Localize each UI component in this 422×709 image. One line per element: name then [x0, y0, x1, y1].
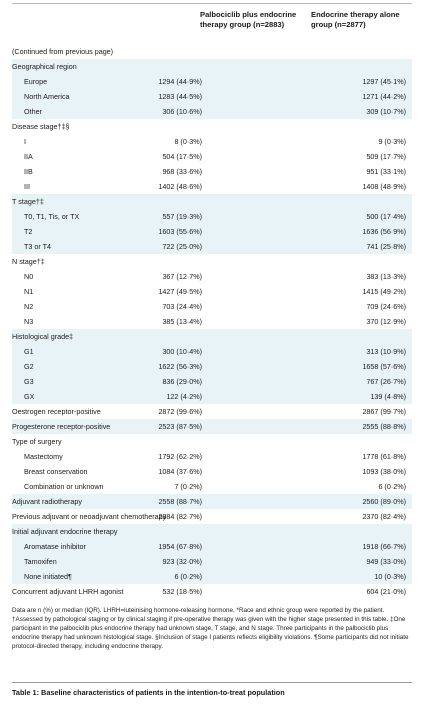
palbociclib-value: 2558 (88·7%): [158, 497, 202, 506]
endocrine-alone-value: 370 (12·9%): [366, 317, 406, 326]
row-label: Other: [24, 107, 42, 116]
table-row: [12, 134, 412, 149]
palbociclib-value: 1427 (49·5%): [158, 287, 202, 296]
table-row: [12, 254, 412, 269]
palbociclib-value: 532 (18·5%): [162, 587, 202, 596]
table-row: [12, 524, 412, 539]
row-label: IIB: [24, 167, 33, 176]
row-label: N stage†‡: [12, 257, 45, 266]
table-row: [12, 119, 412, 134]
table-row: [12, 464, 412, 479]
row-label: N2: [24, 302, 34, 311]
table-row: [12, 164, 412, 179]
row-label: T stage†‡: [12, 197, 44, 206]
table-row: [12, 224, 412, 239]
table-row: [12, 359, 412, 374]
endocrine-alone-value: 309 (10·7%): [366, 107, 406, 116]
palbociclib-value: 300 (10·4%): [162, 347, 202, 356]
table-row: [12, 539, 412, 554]
table-row: [12, 344, 412, 359]
table-caption: Table 1: Baseline characteristics of patients in the intention-to-treat population: [12, 688, 285, 697]
table-row: [12, 314, 412, 329]
table-row: [12, 149, 412, 164]
endocrine-alone-value: 1658 (57·6%): [362, 362, 406, 371]
palbociclib-value: 557 (19·3%): [162, 212, 202, 221]
row-label: Geographical region: [12, 62, 77, 71]
endocrine-alone-value: 9 (0·3%): [378, 137, 406, 146]
row-label: Disease stage†‡§: [12, 122, 70, 131]
row-label: I: [24, 137, 26, 146]
endocrine-alone-value: 2867 (99·7%): [362, 407, 406, 416]
endocrine-alone-value: 1093 (38·0%): [362, 467, 406, 476]
table-row: [12, 404, 412, 419]
palbociclib-value: 722 (25·0%): [162, 242, 202, 251]
row-label: GX: [24, 392, 35, 401]
row-label: T2: [24, 227, 33, 236]
row-label: N3: [24, 317, 34, 326]
table-row: [12, 239, 412, 254]
row-label: T0, T1, Tis, or TX: [24, 212, 80, 221]
endocrine-alone-value: 1408 (48·9%): [362, 182, 406, 191]
table-row: [12, 59, 412, 74]
palbociclib-value: 504 (17·5%): [162, 152, 202, 161]
table-row: [12, 479, 412, 494]
table-row: [12, 284, 412, 299]
table-row: [12, 194, 412, 209]
endocrine-alone-value: 604 (21·0%): [366, 587, 406, 596]
palbociclib-value: 968 (33·6%): [162, 167, 202, 176]
row-label: Progesterone receptor-positive: [12, 422, 111, 431]
palbociclib-value: 2523 (87·5%): [158, 422, 202, 431]
table-row: [12, 44, 412, 59]
row-label: (Continued from previous page): [12, 47, 114, 56]
row-label: N1: [24, 287, 34, 296]
row-label: Oestrogen receptor-positive: [12, 407, 101, 416]
table-footnotes: Data are n (%) or median (IQR). LHRH=luteinising hormone-releasing hormone. *Race and ethnic group were reported by the patient. †Assessed by pathological staging or by clinical staging if pre-operative therapy was given with the higher stage presented in this table. ‡One participant in the palbociclib plus endocrine therapy had unknown stage, T stage, and N stage. Three participants in the palbociclib plus endocrine therapy had unknown histological stage. §Inclusion of stage I patients reflects eligibility violations. ¶Some participants did not initiate protocol-directed therapy, including endocrine therapy.: [12, 607, 409, 650]
table-row: [12, 269, 412, 284]
row-label: North America: [24, 92, 70, 101]
header-endocrine-alone-group: Endocrine therapy alone group (n=2877): [311, 10, 400, 29]
palbociclib-value: 6 (0·2%): [174, 572, 202, 581]
row-label: G2: [24, 362, 34, 371]
caption-rule: [12, 682, 412, 683]
row-label: Previous adjuvant or neoadjuvant chemotherapy: [12, 512, 167, 521]
table-header: [0, 0, 422, 44]
row-label: Concurrent adjuvant LHRH agonist: [12, 587, 124, 596]
palbociclib-value: 7 (0·2%): [174, 482, 202, 491]
endocrine-alone-value: 2560 (89·0%): [362, 497, 406, 506]
row-label: N0: [24, 272, 34, 281]
endocrine-alone-value: 6 (0·2%): [378, 482, 406, 491]
row-label: Mastectomy: [24, 452, 63, 461]
row-label: G3: [24, 377, 34, 386]
row-label: IIA: [24, 152, 33, 161]
palbociclib-value: 2384 (82·7%): [158, 512, 202, 521]
endocrine-alone-value: 949 (33·0%): [366, 557, 406, 566]
row-label: Adjuvant radiotherapy: [12, 497, 82, 506]
palbociclib-value: 1294 (44·9%): [158, 77, 202, 86]
table-row: [12, 554, 412, 569]
palbociclib-value: 1283 (44·5%): [158, 92, 202, 101]
table-row: [12, 449, 412, 464]
row-label: Histological grade‡: [12, 332, 74, 341]
row-label: Initial adjuvant endocrine therapy: [12, 527, 118, 536]
palbociclib-value: 1084 (37·6%): [158, 467, 202, 476]
endocrine-alone-value: 709 (24·6%): [366, 302, 406, 311]
palbociclib-value: 306 (10·6%): [162, 107, 202, 116]
row-label: Type of surgery: [12, 437, 62, 446]
row-label: Europe: [24, 77, 48, 86]
palbociclib-value: 1792 (62·2%): [158, 452, 202, 461]
palbociclib-value: 367 (12·7%): [162, 272, 202, 281]
endocrine-alone-value: 383 (13·3%): [366, 272, 406, 281]
row-label: Tamoxifen: [24, 557, 57, 566]
palbociclib-value: 1402 (48·6%): [158, 182, 202, 191]
endocrine-alone-value: 139 (4·8%): [370, 392, 406, 401]
endocrine-alone-value: 1271 (44·2%): [362, 92, 406, 101]
endocrine-alone-value: 500 (17·4%): [366, 212, 406, 221]
table-row: [12, 179, 412, 194]
endocrine-alone-value: 951 (33·1%): [366, 167, 406, 176]
row-label: III: [24, 182, 30, 191]
palbociclib-value: 8 (0·3%): [174, 137, 202, 146]
table-row: [12, 584, 412, 599]
palbociclib-value: 1954 (67·8%): [158, 542, 202, 551]
table-row: [12, 374, 412, 389]
palbociclib-value: 923 (32·0%): [162, 557, 202, 566]
row-label: Breast conservation: [24, 467, 88, 476]
palbociclib-value: 2872 (99·6%): [158, 407, 202, 416]
endocrine-alone-value: 1918 (66·7%): [362, 542, 406, 551]
endocrine-alone-value: 2555 (88·8%): [362, 422, 406, 431]
row-label: G1: [24, 347, 34, 356]
row-label: Combination or unknown: [24, 482, 104, 491]
endocrine-alone-value: 1415 (49·2%): [362, 287, 406, 296]
endocrine-alone-value: 741 (25·8%): [366, 242, 406, 251]
endocrine-alone-value: 1297 (45·1%): [362, 77, 406, 86]
palbociclib-value: 385 (13·4%): [162, 317, 202, 326]
table-row: [12, 89, 412, 104]
endocrine-alone-value: 767 (26·7%): [366, 377, 406, 386]
table-body: [12, 44, 412, 599]
endocrine-alone-value: 1636 (56·9%): [362, 227, 406, 236]
table-row: [12, 74, 412, 89]
row-label: None initiated¶: [24, 572, 72, 581]
table-row: [12, 494, 412, 509]
endocrine-alone-value: 313 (10·9%): [366, 347, 406, 356]
table-row: [12, 389, 412, 404]
table-row: [12, 509, 412, 524]
table-row: [12, 329, 412, 344]
row-label: T3 or T4: [24, 242, 52, 251]
palbociclib-value: 836 (29·0%): [162, 377, 202, 386]
header-palbociclib-group: Palbociclib plus endocrine therapy group (n=2883): [200, 10, 297, 29]
endocrine-alone-value: 10 (0·3%): [374, 572, 406, 581]
palbociclib-value: 1622 (56·3%): [158, 362, 202, 371]
endocrine-alone-value: 509 (17·7%): [366, 152, 406, 161]
table-row: [12, 434, 412, 449]
table-row: [12, 299, 412, 314]
palbociclib-value: 122 (4·2%): [166, 392, 202, 401]
table-row: [12, 419, 412, 434]
table-row: [12, 104, 412, 119]
row-label: Aromatase inhibitor: [24, 542, 86, 551]
endocrine-alone-value: 2370 (82·4%): [362, 512, 406, 521]
palbociclib-value: 703 (24·4%): [162, 302, 202, 311]
endocrine-alone-value: 1778 (61·8%): [362, 452, 406, 461]
table-row: [12, 209, 412, 224]
palbociclib-value: 1603 (55·6%): [158, 227, 202, 236]
table-row: [12, 569, 412, 584]
